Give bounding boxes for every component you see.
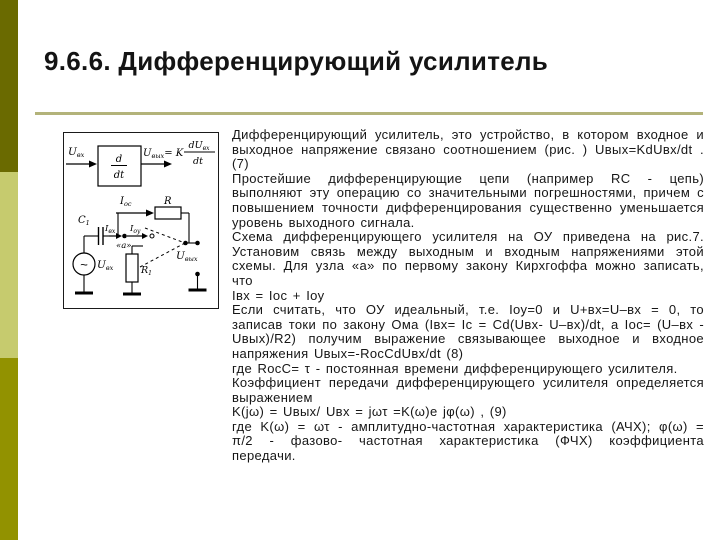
block-input-label: Uвх (68, 146, 85, 159)
title-separator-rule (35, 112, 703, 115)
opamp-current-label: $I_{оу}$ (130, 224, 141, 235)
accent-bar-bottom-segment (0, 358, 18, 540)
body-paragraph: Дифференцирующий усилитель, это устройство, в котором входное и выходное напряжение связано соотношением (рис. ) Uвых=KdUвх/dt . (7) (232, 127, 704, 172)
opamp-input-terminal (150, 234, 154, 238)
input-arrowhead-icon (89, 161, 97, 168)
r1-label: $R_1$ (141, 265, 152, 277)
body-paragraph: Простейшие дифференцирующие цепи (например RC - цепь) выполняют эту операцию со значительными погрешностями, причем с повышением точности дифференцирования существенно уменьшается уровень выходного сигнала. (232, 170, 704, 230)
block-operator-denominator: dt (113, 170, 125, 181)
body-text-block (232, 128, 704, 464)
node-a-dot (122, 234, 127, 239)
circuit-figure (63, 132, 219, 309)
body-paragraph: Коэффициент передачи дифференцирующего усилителя определяется выражением (232, 375, 704, 405)
slide-title: 9.6.6. Дифференцирующий усилитель (44, 46, 549, 76)
formula-fraction-numerator: $dU_{вх}$ (188, 140, 210, 152)
left-accent-bar (0, 0, 18, 540)
body-paragraph: Iвх = Iос + Iоу (232, 287, 325, 303)
feedback-resistor (155, 207, 181, 219)
block-operator-numerator: d (115, 154, 123, 165)
feedback-resistor-label: R (164, 196, 172, 207)
feedback-arrowhead-icon (146, 210, 154, 217)
capacitor-label: $C_1$ (78, 215, 90, 227)
source-voltage-label: Uвх (97, 259, 114, 272)
output-lower-terminal-dot (195, 272, 200, 277)
body-paragraph: где K(ω) = ωτ - амплитудно-частотная характеристика (АЧХ); φ(ω) = π/2 - фазово- частотная характеристика (ФЧХ) коэффициента передачи. (232, 418, 704, 464)
formula-fraction-denominator: dt (193, 156, 203, 167)
accent-bar-top-segment (0, 0, 18, 172)
resistor-r1 (126, 254, 138, 282)
node-a-label: «а» (116, 241, 132, 251)
sine-wave-glyph: ~ (80, 257, 88, 272)
body-paragraph: где RосС= τ - постоянная времени дифференцирующего усилителя. (232, 360, 678, 376)
output-terminal-dot (195, 241, 200, 246)
opamp-current-arrowhead-icon (142, 233, 148, 239)
differentiator-circuit-diagram (64, 133, 217, 307)
input-current-label: $I_{вх}$ (105, 224, 116, 235)
output-voltage-label: Uвых (176, 250, 198, 263)
body-paragraph: Если считать, что ОУ идеальный, т.е. Iоу=0 и U+вх=U–вх = 0, то записав токи по закону Ома (Iвх= Iс = Cd(Uвх- U–вх)/dt, а Iос= (U–вх - Uвых)/R2) получим выражение связывающее выходное и входное напряжения Uвых=-RосCdUвх/dt (8) (232, 302, 704, 361)
body-paragraph: K(jω) = Uвых/ Uвх = jωτ =K(ω)e jφ(ω) , (9) (232, 404, 507, 420)
feedback-current-label: $I_{ос}$ (120, 196, 132, 208)
output-arrowhead-icon (164, 161, 172, 168)
input-current-arrowhead-icon (116, 233, 122, 239)
body-paragraph: Схема дифференцирующего усилителя на ОУ приведена на рис.7. Установим связь между выходным и входным напряжениями этой схемы. Для узла «а» по первому закону Кирхгоффа можно записать, что (232, 229, 704, 288)
block-output-formula: $U_{вых}= K$ (143, 148, 184, 160)
accent-bar-middle-segment (0, 172, 18, 358)
